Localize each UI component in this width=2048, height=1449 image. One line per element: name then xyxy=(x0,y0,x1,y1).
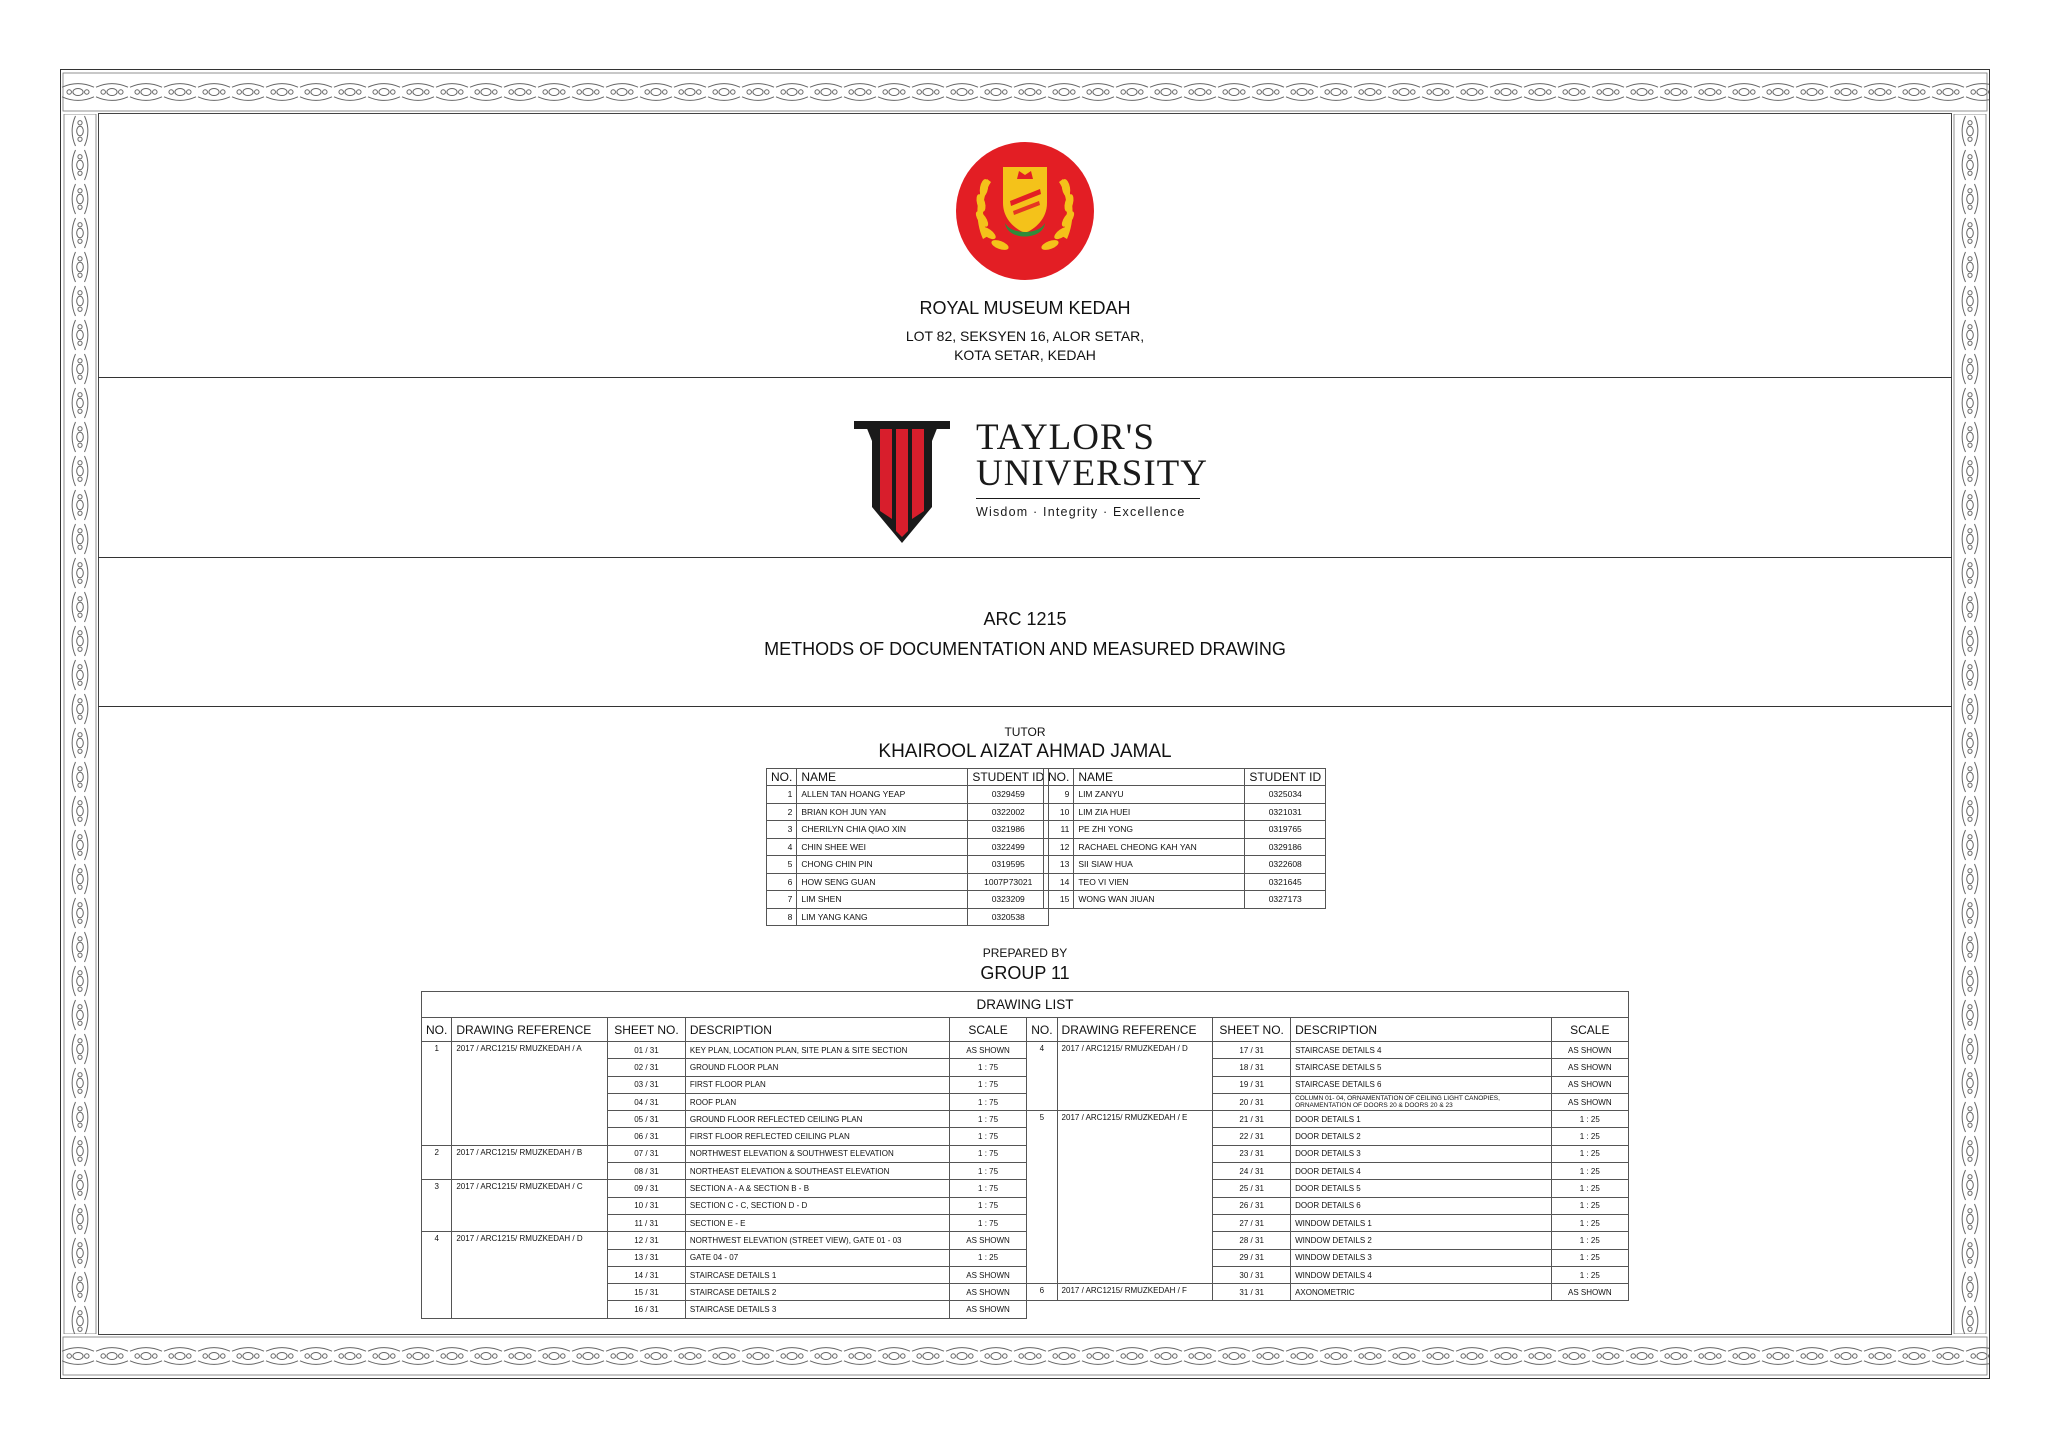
drawing-description: ROOF PLAN xyxy=(685,1093,949,1110)
drawing-description: KEY PLAN, LOCATION PLAN, SITE PLAN & SITE SECTION xyxy=(685,1042,949,1059)
col-header-scale: SCALE xyxy=(949,1018,1026,1042)
drawing-scale: AS SHOWN xyxy=(1551,1042,1628,1059)
drawing-description: NORTHWEST ELEVATION (STREET VIEW), GATE 01 - 03 xyxy=(685,1232,949,1249)
student-id: 1007P73021 xyxy=(968,873,1049,891)
student-no: 5 xyxy=(767,856,797,874)
sheet-no: 11 / 31 xyxy=(608,1214,686,1231)
drawing-scale: AS SHOWN xyxy=(1551,1076,1628,1093)
student-name: BRIAN KOH JUN YAN xyxy=(797,803,968,821)
student-row xyxy=(767,821,1049,839)
drawing-description: NORTHWEST ELEVATION & SOUTHWEST ELEVATION xyxy=(685,1145,949,1162)
student-id: 0321645 xyxy=(1245,873,1326,891)
col-header-name: NAME xyxy=(1074,769,1245,786)
taylors-university-logo xyxy=(850,416,1210,546)
drawing-description: STAIRCASE DETAILS 3 xyxy=(685,1301,949,1318)
sheet-no: 18 / 31 xyxy=(1213,1059,1291,1076)
drawing-description: STAIRCASE DETAILS 1 xyxy=(685,1266,949,1283)
student-row xyxy=(1044,821,1326,839)
sheet-no: 23 / 31 xyxy=(1213,1145,1291,1162)
student-name: LIM SHEN xyxy=(797,891,968,909)
drawing-group-no: 4 xyxy=(1027,1042,1057,1111)
drawing-description: FIRST FLOOR PLAN xyxy=(685,1076,949,1093)
sheet-no: 13 / 31 xyxy=(608,1249,686,1266)
student-table-right xyxy=(1043,768,1326,909)
student-row xyxy=(767,891,1049,909)
sheet-no: 27 / 31 xyxy=(1213,1214,1291,1231)
student-name: CHIN SHEE WEI xyxy=(797,838,968,856)
student-id: 0321031 xyxy=(1245,803,1326,821)
col-header-scale: SCALE xyxy=(1551,1018,1628,1042)
drawing-description: DOOR DETAILS 3 xyxy=(1291,1145,1552,1162)
student-name: ALLEN TAN HOANG YEAP xyxy=(797,786,968,804)
drawing-description: GROUND FLOOR REFLECTED CEILING PLAN xyxy=(685,1111,949,1128)
drawing-scale: AS SHOWN xyxy=(1551,1284,1628,1301)
col-header-no: NO. xyxy=(1044,769,1074,786)
student-row xyxy=(1044,786,1326,804)
drawing-scale: 1 : 25 xyxy=(1551,1266,1628,1283)
drawing-scale: 1 : 25 xyxy=(1551,1214,1628,1231)
divider-1 xyxy=(98,377,1952,378)
sheet-no: 07 / 31 xyxy=(608,1145,686,1162)
drawing-scale: AS SHOWN xyxy=(1551,1093,1628,1110)
logo-rule xyxy=(976,498,1200,499)
drawing-scale: 1 : 25 xyxy=(1551,1145,1628,1162)
taylors-shield-icon xyxy=(854,419,954,543)
drawing-scale: 1 : 75 xyxy=(949,1214,1026,1231)
student-no: 13 xyxy=(1044,856,1074,874)
student-id: 0327173 xyxy=(1245,891,1326,909)
drawing-description: SECTION E - E xyxy=(685,1214,949,1231)
kedah-state-seal xyxy=(955,141,1095,281)
student-no: 2 xyxy=(767,803,797,821)
student-row xyxy=(767,803,1049,821)
address-line-2: KOTA SETAR, KEDAH xyxy=(954,347,1096,363)
drawing-scale: 1 : 75 xyxy=(949,1076,1026,1093)
drawing-description: DOOR DETAILS 2 xyxy=(1291,1128,1552,1145)
sheet-no: 30 / 31 xyxy=(1213,1266,1291,1283)
tutor-label: TUTOR xyxy=(1004,725,1046,739)
col-header-student-id: STUDENT ID xyxy=(1245,769,1326,786)
drawing-scale: 1 : 75 xyxy=(949,1059,1026,1076)
sheet-no: 22 / 31 xyxy=(1213,1128,1291,1145)
ornamental-border-bottom xyxy=(61,1334,1989,1378)
prepared-by-label: PREPARED BY xyxy=(982,946,1068,960)
drawing-description: DOOR DETAILS 5 xyxy=(1291,1180,1552,1197)
drawing-scale: 1 : 25 xyxy=(1551,1163,1628,1180)
drawing-scale: 1 : 75 xyxy=(949,1163,1026,1180)
student-row xyxy=(767,856,1049,874)
col-header-drawing-reference: DRAWING REFERENCE xyxy=(1057,1018,1213,1042)
drawing-description: GATE 04 - 07 xyxy=(685,1249,949,1266)
drawing-scale: 1 : 75 xyxy=(949,1180,1026,1197)
student-name: LIM ZANYU xyxy=(1074,786,1245,804)
group-name: GROUP 11 xyxy=(980,963,1070,983)
drawing-description: STAIRCASE DETAILS 6 xyxy=(1291,1076,1552,1093)
drawing-reference: 2017 / ARC1215/ RMUZKEDAH / D xyxy=(452,1232,608,1318)
sheet-no: 12 / 31 xyxy=(608,1232,686,1249)
drawing-reference: 2017 / ARC1215/ RMUZKEDAH / D xyxy=(1057,1042,1213,1111)
col-header-no: NO. xyxy=(422,1018,452,1042)
sheet-no: 20 / 31 xyxy=(1213,1093,1291,1110)
student-no: 12 xyxy=(1044,838,1074,856)
sheet-no: 08 / 31 xyxy=(608,1163,686,1180)
drawing-group-no: 6 xyxy=(1027,1284,1057,1301)
sheet-no: 06 / 31 xyxy=(608,1128,686,1145)
divider-3 xyxy=(98,706,1952,707)
drawing-scale: AS SHOWN xyxy=(1551,1059,1628,1076)
drawing-description: WINDOW DETAILS 3 xyxy=(1291,1249,1552,1266)
university-tagline: Wisdom · Integrity · Excellence xyxy=(976,505,1186,519)
col-header-name: NAME xyxy=(797,769,968,786)
drawing-description: GROUND FLOOR PLAN xyxy=(685,1059,949,1076)
sheet-no: 28 / 31 xyxy=(1213,1232,1291,1249)
student-no: 3 xyxy=(767,821,797,839)
drawing-reference: 2017 / ARC1215/ RMUZKEDAH / E xyxy=(1057,1111,1213,1284)
drawing-reference: 2017 / ARC1215/ RMUZKEDAH / A xyxy=(452,1042,608,1146)
drawing-description: WINDOW DETAILS 4 xyxy=(1291,1266,1552,1283)
drawing-list-caption: DRAWING LIST xyxy=(422,992,1629,1018)
drawing-row xyxy=(422,1180,1629,1197)
student-name: PE ZHI YONG xyxy=(1074,821,1245,839)
student-no: 10 xyxy=(1044,803,1074,821)
student-no: 1 xyxy=(767,786,797,804)
drawing-scale: 1 : 25 xyxy=(1551,1111,1628,1128)
student-name: WONG WAN JIUAN xyxy=(1074,891,1245,909)
drawing-scale: 1 : 25 xyxy=(1551,1128,1628,1145)
student-id: 0329186 xyxy=(1245,838,1326,856)
museum-name: ROYAL MUSEUM KEDAH xyxy=(919,298,1131,318)
student-no: 15 xyxy=(1044,891,1074,909)
drawing-description: AXONOMETRIC xyxy=(1291,1284,1552,1301)
divider-2 xyxy=(98,557,1952,558)
sheet-no: 19 / 31 xyxy=(1213,1076,1291,1093)
drawing-scale: 1 : 25 xyxy=(1551,1249,1628,1266)
course-title: METHODS OF DOCUMENTATION AND MEASURED DRAWING xyxy=(764,639,1286,659)
student-row xyxy=(1044,856,1326,874)
ornamental-border-left xyxy=(61,114,99,1334)
student-id: 0322499 xyxy=(968,838,1049,856)
student-no: 6 xyxy=(767,873,797,891)
drawing-scale: 1 : 75 xyxy=(949,1111,1026,1128)
student-row xyxy=(767,908,1049,926)
col-header-description: DESCRIPTION xyxy=(1291,1018,1552,1042)
student-id: 0321986 xyxy=(968,821,1049,839)
student-no: 9 xyxy=(1044,786,1074,804)
drawing-description: SECTION A - A & SECTION B - B xyxy=(685,1180,949,1197)
sheet-no: 05 / 31 xyxy=(608,1111,686,1128)
student-row xyxy=(767,786,1049,804)
sheet-no: 29 / 31 xyxy=(1213,1249,1291,1266)
student-name: CHONG CHIN PIN xyxy=(797,856,968,874)
drawing-scale: 1 : 75 xyxy=(949,1145,1026,1162)
sheet-no: 31 / 31 xyxy=(1213,1284,1291,1301)
student-id: 0319595 xyxy=(968,856,1049,874)
col-header-description: DESCRIPTION xyxy=(685,1018,949,1042)
drawing-scale: AS SHOWN xyxy=(949,1042,1026,1059)
drawing-reference: 2017 / ARC1215/ RMUZKEDAH / C xyxy=(452,1180,608,1232)
tutor-name: KHAIROOL AIZAT AHMAD JAMAL xyxy=(878,741,1172,762)
student-id: 0319765 xyxy=(1245,821,1326,839)
student-table-left xyxy=(766,768,1049,926)
sheet-no: 14 / 31 xyxy=(608,1266,686,1283)
student-name: LIM YANG KANG xyxy=(797,908,968,926)
student-no: 11 xyxy=(1044,821,1074,839)
drawing-group-no: 4 xyxy=(422,1232,452,1318)
student-row xyxy=(767,873,1049,891)
course-code: ARC 1215 xyxy=(983,609,1067,629)
drawing-description: COLUMN 01- 04, ORNAMENTATION OF CEILING LIGHT CANOPIES, ORNAMENTATION OF DOORS 20 & DOORS 20 & 23 xyxy=(1291,1093,1552,1110)
student-row xyxy=(1044,873,1326,891)
drawing-scale: 1 : 75 xyxy=(949,1128,1026,1145)
student-name: CHERILYN CHIA QIAO XIN xyxy=(797,821,968,839)
col-header-no: NO. xyxy=(1027,1018,1057,1042)
drawing-description: DOOR DETAILS 1 xyxy=(1291,1111,1552,1128)
drawing-scale: 1 : 25 xyxy=(1551,1232,1628,1249)
student-name: LIM ZIA HUEI xyxy=(1074,803,1245,821)
drawing-description: STAIRCASE DETAILS 4 xyxy=(1291,1042,1552,1059)
col-header-drawing-reference: DRAWING REFERENCE xyxy=(452,1018,608,1042)
drawing-scale: AS SHOWN xyxy=(949,1266,1026,1283)
sheet-no: 04 / 31 xyxy=(608,1093,686,1110)
drawing-scale: AS SHOWN xyxy=(949,1284,1026,1301)
student-row xyxy=(1044,803,1326,821)
col-header-sheet-no: SHEET NO. xyxy=(1213,1018,1291,1042)
drawing-description: WINDOW DETAILS 2 xyxy=(1291,1232,1552,1249)
student-name: RACHAEL CHEONG KAH YAN xyxy=(1074,838,1245,856)
address-line-1: LOT 82, SEKSYEN 16, ALOR SETAR, xyxy=(905,328,1145,344)
student-id: 0329459 xyxy=(968,786,1049,804)
student-row xyxy=(1044,891,1326,909)
drawing-reference: 2017 / ARC1215/ RMUZKEDAH / F xyxy=(1057,1284,1213,1301)
drawing-group-no: 3 xyxy=(422,1180,452,1232)
drawing-group-no: 5 xyxy=(1027,1111,1057,1284)
student-no: 4 xyxy=(767,838,797,856)
student-no: 14 xyxy=(1044,873,1074,891)
student-row xyxy=(1044,838,1326,856)
sheet-no: 15 / 31 xyxy=(608,1284,686,1301)
col-header-sheet-no: SHEET NO. xyxy=(608,1018,686,1042)
student-no: 8 xyxy=(767,908,797,926)
student-id: 0322608 xyxy=(1245,856,1326,874)
sheet-no: 01 / 31 xyxy=(608,1042,686,1059)
drawing-scale: 1 : 75 xyxy=(949,1197,1026,1214)
drawing-description: WINDOW DETAILS 1 xyxy=(1291,1214,1552,1231)
drawing-scale: AS SHOWN xyxy=(949,1232,1026,1249)
sheet-no: 02 / 31 xyxy=(608,1059,686,1076)
sheet-no: 10 / 31 xyxy=(608,1197,686,1214)
drawing-description: DOOR DETAILS 4 xyxy=(1291,1163,1552,1180)
sheet-no: 26 / 31 xyxy=(1213,1197,1291,1214)
drawing-scale: 1 : 75 xyxy=(949,1093,1026,1110)
sheet-no: 25 / 31 xyxy=(1213,1180,1291,1197)
student-id: 0325034 xyxy=(1245,786,1326,804)
sheet-no: 09 / 31 xyxy=(608,1180,686,1197)
sheet-no: 16 / 31 xyxy=(608,1301,686,1318)
student-name: HOW SENG GUAN xyxy=(797,873,968,891)
student-row xyxy=(767,838,1049,856)
student-name: TEO VI VIEN xyxy=(1074,873,1245,891)
student-name: SII SIAW HUA xyxy=(1074,856,1245,874)
drawing-description: DOOR DETAILS 6 xyxy=(1291,1197,1552,1214)
drawing-row xyxy=(422,1145,1629,1162)
university-name-line1: TAYLOR'S xyxy=(976,417,1155,458)
empty-cell xyxy=(1027,1301,1629,1318)
col-header-no: NO. xyxy=(767,769,797,786)
drawing-row xyxy=(422,1042,1629,1059)
sheet-no: 24 / 31 xyxy=(1213,1163,1291,1180)
drawing-description: FIRST FLOOR REFLECTED CEILING PLAN xyxy=(685,1128,949,1145)
drawing-description: STAIRCASE DETAILS 5 xyxy=(1291,1059,1552,1076)
sheet-no: 03 / 31 xyxy=(608,1076,686,1093)
drawing-description: NORTHEAST ELEVATION & SOUTHEAST ELEVATION xyxy=(685,1163,949,1180)
drawing-row xyxy=(422,1232,1629,1249)
drawing-scale: 1 : 25 xyxy=(1551,1180,1628,1197)
drawing-group-no: 2 xyxy=(422,1145,452,1180)
student-id: 0323209 xyxy=(968,891,1049,909)
col-header-student-id: STUDENT ID xyxy=(968,769,1049,786)
ornamental-border-right xyxy=(1951,114,1989,1334)
university-name-line2: UNIVERSITY xyxy=(976,453,1208,494)
drawing-description: STAIRCASE DETAILS 2 xyxy=(685,1284,949,1301)
student-id: 0322002 xyxy=(968,803,1049,821)
sheet-no: 17 / 31 xyxy=(1213,1042,1291,1059)
student-id: 0320538 xyxy=(968,908,1049,926)
drawing-scale: 1 : 25 xyxy=(949,1249,1026,1266)
sheet-no: 21 / 31 xyxy=(1213,1111,1291,1128)
drawing-reference: 2017 / ARC1215/ RMUZKEDAH / B xyxy=(452,1145,608,1180)
drawing-scale: 1 : 25 xyxy=(1551,1197,1628,1214)
student-no: 7 xyxy=(767,891,797,909)
drawing-list-table xyxy=(421,991,1629,1319)
drawing-scale: AS SHOWN xyxy=(949,1301,1026,1318)
ornamental-border-top xyxy=(61,70,1989,114)
drawing-group-no: 1 xyxy=(422,1042,452,1146)
drawing-description: SECTION C - C, SECTION D - D xyxy=(685,1197,949,1214)
